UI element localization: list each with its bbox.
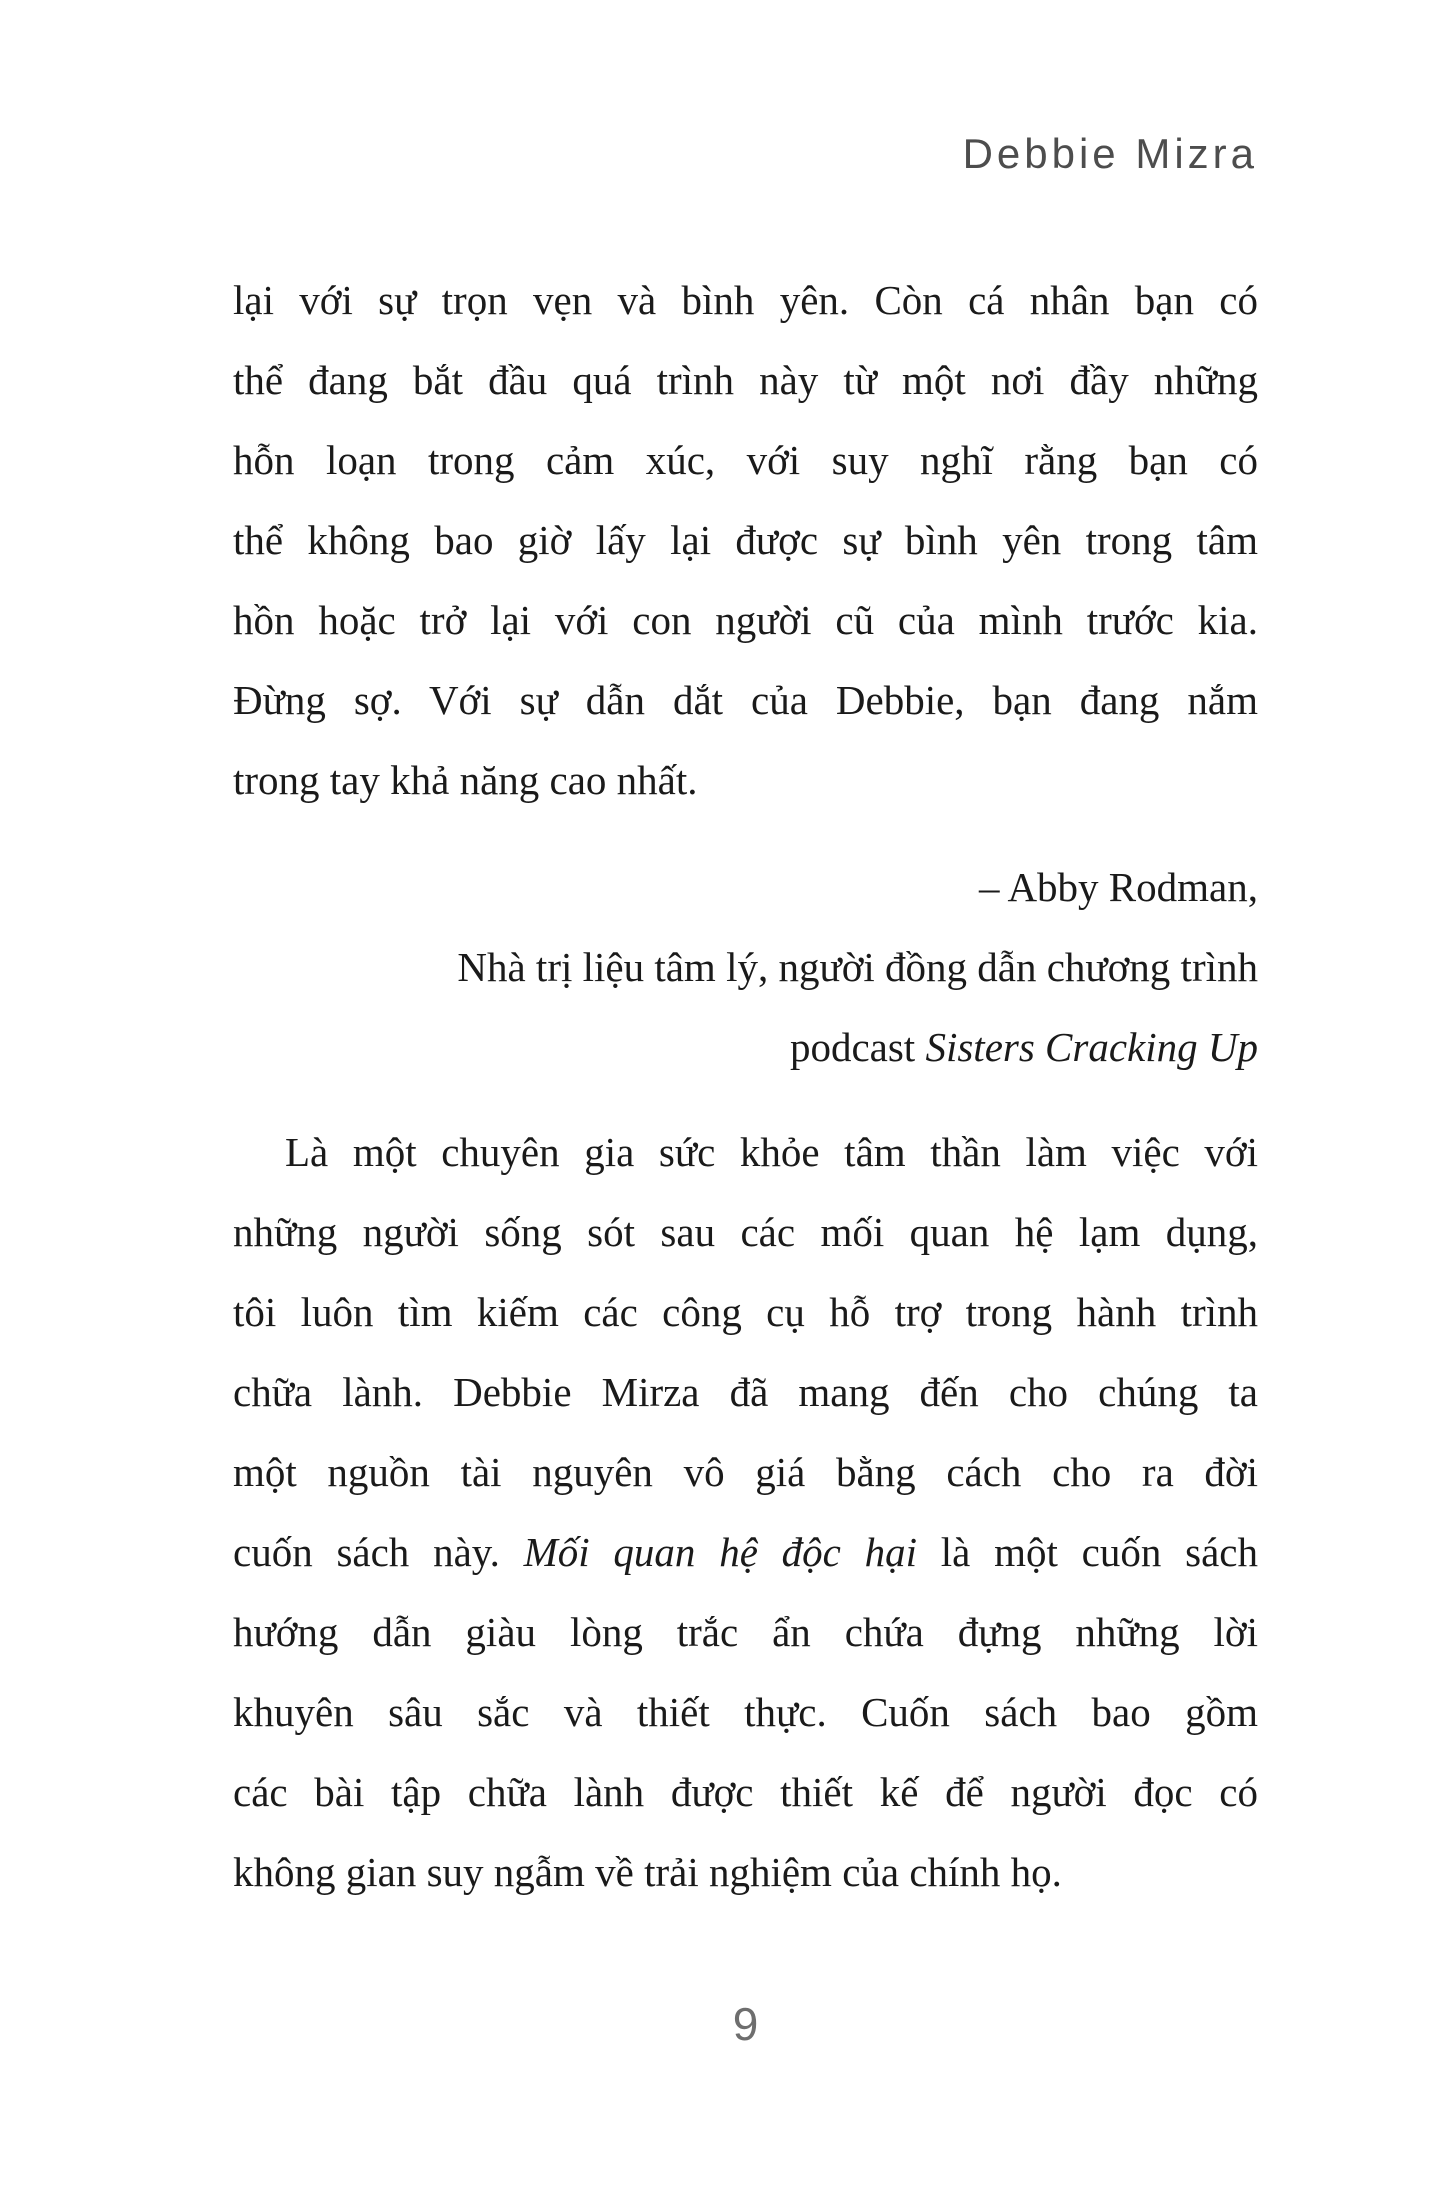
attribution-block — [233, 847, 1258, 1087]
paragraph-testimonial-two — [233, 1112, 1258, 1912]
text-line: hồn hoặc trở lại với con người cũ của mình trước kia. — [233, 597, 1258, 643]
text-line-with-book-title — [233, 1512, 1258, 1592]
page-number: 9 — [732, 1998, 759, 2050]
text-line: chữa lành. Debbie Mirza đã mang đến cho chúng ta — [233, 1369, 1258, 1415]
attribution-author: – Abby Rodman, — [978, 864, 1258, 910]
text-column — [233, 128, 1258, 2054]
text-line: tôi luôn tìm kiếm các công cụ hỗ trợ trong hành trình — [233, 1289, 1258, 1335]
text-line: thể không bao giờ lấy lại được sự bình yên trong tâm — [233, 517, 1258, 563]
attribution-role: Nhà trị liệu tâm lý, người đồng dẫn chương trình — [457, 944, 1258, 990]
text-line: một nguồn tài nguyên vô giá bằng cách cho ra đời — [233, 1449, 1258, 1495]
text-line: trong tay khả năng cao nhất. — [233, 757, 698, 803]
running-header-author: Debbie Mizra — [962, 130, 1258, 177]
attribution-podcast-prefix: podcast — [789, 1024, 926, 1070]
text-line: Là một chuyên gia sức khỏe tâm thần làm việc với — [285, 1129, 1258, 1175]
text-line: không gian suy ngẫm về trải nghiệm của chính họ. — [233, 1849, 1062, 1895]
text-line: lại với sự trọn vẹn và bình yên. Còn cá nhân bạn có — [233, 277, 1258, 323]
text-segment: là một cuốn sách — [917, 1529, 1258, 1575]
text-segment: cuốn sách này. — [233, 1529, 524, 1575]
text-line: các bài tập chữa lành được thiết kế để người đọc có — [233, 1769, 1258, 1815]
attribution-podcast — [233, 1007, 1258, 1087]
text-line: hướng dẫn giàu lòng trắc ẩn chứa đựng những lời — [233, 1609, 1258, 1655]
text-line: Đừng sợ. Với sự dẫn dắt của Debbie, bạn đang nắm — [233, 677, 1258, 723]
paragraph-testimonial-end — [233, 260, 1258, 820]
book-title-italic: Mối quan hệ độc hại — [523, 1529, 918, 1575]
text-line: thể đang bắt đầu quá trình này từ một nơi đầy những — [233, 357, 1258, 403]
text-line: hỗn loạn trong cảm xúc, với suy nghĩ rằng bạn có — [233, 437, 1258, 483]
attribution-podcast-title: Sisters Cracking Up — [925, 1024, 1258, 1070]
text-line: những người sống sót sau các mối quan hệ lạm dụng, — [233, 1209, 1258, 1255]
text-line: khuyên sâu sắc và thiết thực. Cuốn sách bao gồm — [233, 1689, 1258, 1735]
